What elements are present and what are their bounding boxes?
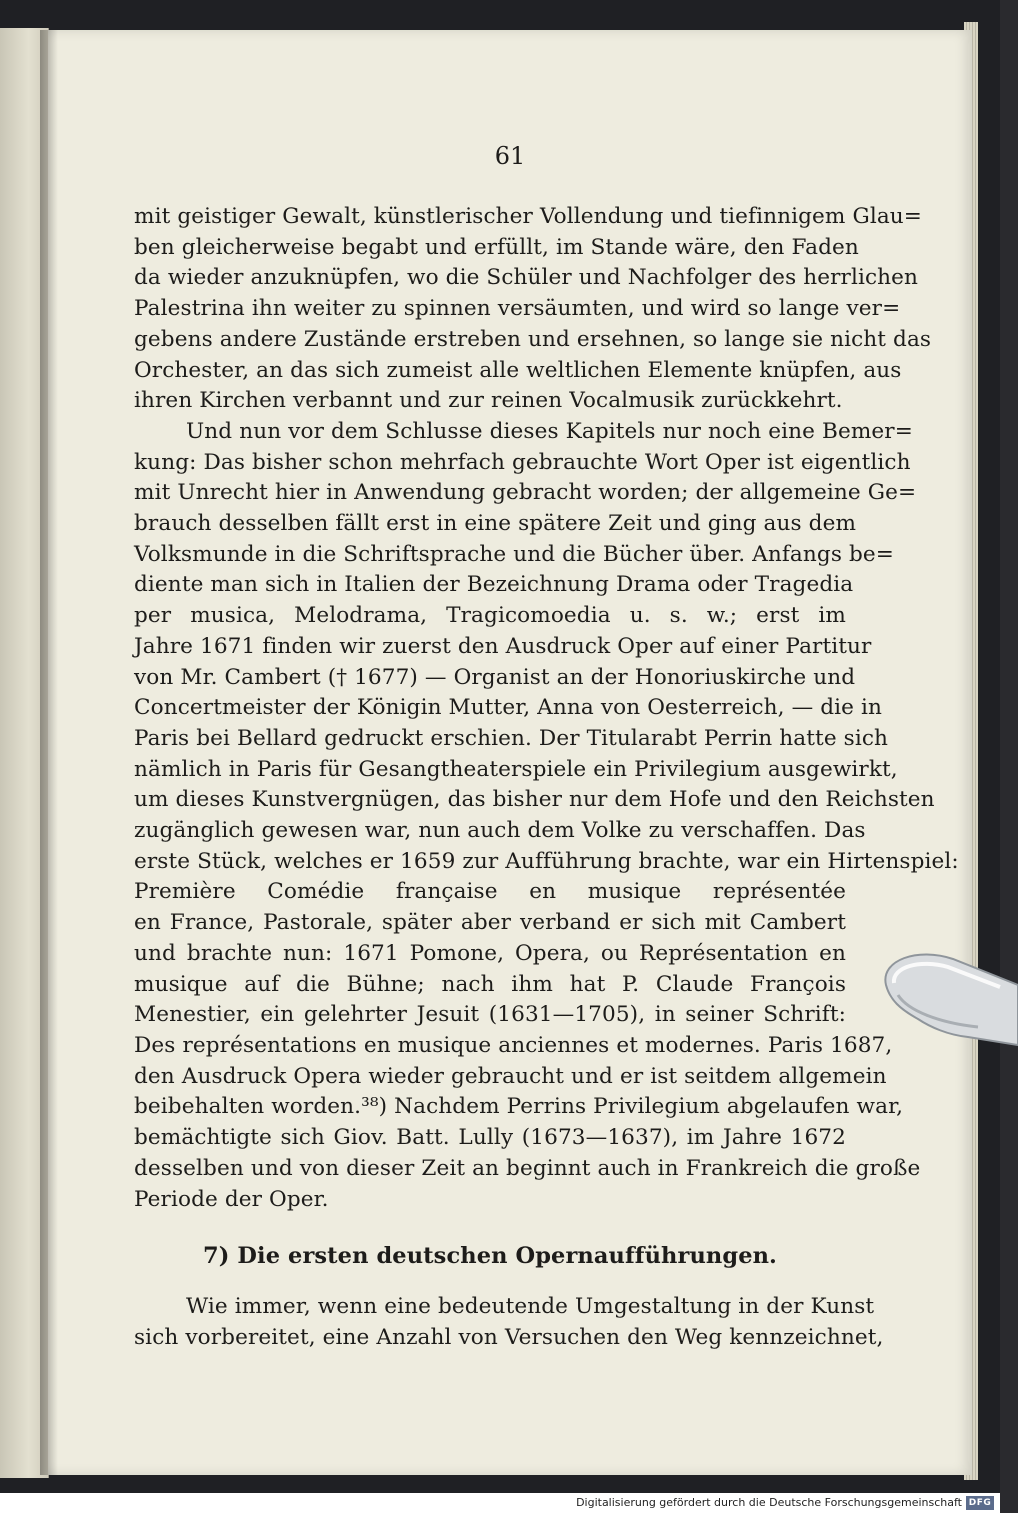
text-line: zugänglich gewesen war, nun auch dem Volke zu verschaffen. Das xyxy=(134,818,866,844)
text-line: mit Unrecht hier in Anwendung gebracht worden; der allgemeine Ge= xyxy=(134,480,917,506)
dfg-logo-icon: DFG xyxy=(966,1496,994,1510)
gutter-shadow xyxy=(40,30,58,1475)
text-line: Periode der Oper. xyxy=(134,1186,329,1212)
text-line: Palestrina ihn weiter zu spinnen versäumten, und wird so lange ver= xyxy=(134,296,901,322)
text-line: Concertmeister der Königin Mutter, Anna von Oesterreich, — die in xyxy=(134,695,883,721)
text-line: Jahre 1671 finden wir zuerst den Ausdruck Oper auf einer Partitur xyxy=(134,633,872,659)
text-line: Paris bei Bellard gedruckt erschien. Der Titularabt Perrin hatte sich xyxy=(134,725,889,751)
text-line: per musica, Melodrama, Tragicomoedia u. s. w.; erst im xyxy=(134,603,846,629)
text-line: erste Stück, welches er 1659 zur Aufführung brachte, war ein Hirtenspiel: xyxy=(134,848,959,874)
text-line: und brachte nun: 1671 Pomone, Opera, ou Représentation en xyxy=(134,940,846,966)
text-line: kung: Das bisher schon mehrfach gebrauchte Wort Oper ist eigentlich xyxy=(134,449,911,475)
text-line: da wieder anzuknüpfen, wo die Schüler und Nachfolger des herrlichen xyxy=(134,265,919,291)
text-line: ihren Kirchen verbannt und zur reinen Vocalmusik zurückkehrt. xyxy=(134,388,843,414)
text-line: Menestier, ein gelehrter Jesuit (1631—1705), in seiner Schrift: xyxy=(134,1002,846,1028)
text-line: Des représentations en musique anciennes et modernes. Paris 1687, xyxy=(134,1032,893,1058)
text-line: gebens andere Zustände erstreben und ersehnen, so lange sie nicht das xyxy=(134,326,932,352)
text-line: diente man sich in Italien der Bezeichnung Drama oder Tragedia xyxy=(134,572,854,598)
text-line: bemächtigte sich Giov. Batt. Lully (1673—1637), im Jahre 1672 xyxy=(134,1125,846,1151)
section-heading: 7) Die ersten deutschen Opernaufführungen. xyxy=(203,1243,777,1270)
text-line: nämlich in Paris für Gesangtheaterspiele ein Privilegium ausgewirkt, xyxy=(134,756,898,782)
metal-clip-icon xyxy=(878,945,1018,1055)
book-page xyxy=(48,30,972,1475)
footer-bar xyxy=(0,1493,1000,1513)
text-line: Volksmunde in die Schriftsprache und die Bücher über. Anfangs be= xyxy=(134,541,894,567)
text-line: Und nun vor dem Schlusse dieses Kapitels nur noch eine Bemer= xyxy=(186,418,913,444)
text-line: ben gleicherweise begabt und erfüllt, im Stande wäre, den Faden xyxy=(134,234,859,260)
text-line: um dieses Kunstvergnügen, das bisher nur dem Hofe und den Reichsten xyxy=(134,787,935,813)
body-text xyxy=(134,202,959,1353)
text-line: Orchester, an das sich zumeist alle weltlichen Elemente knüpfen, aus xyxy=(134,357,902,383)
text-line: en France, Pastorale, später aber verband er sich mit Cambert xyxy=(134,910,846,936)
text-line: brauch desselben fällt erst in eine spätere Zeit und ging aus dem xyxy=(134,511,857,537)
text-line: den Ausdruck Opera wieder gebraucht und er ist seitdem allgemein xyxy=(134,1063,887,1089)
footer-credit: Digitalisierung gefördert durch die Deutsche Forschungsgemeinschaft xyxy=(576,1496,962,1509)
page-number: 61 xyxy=(494,142,526,170)
text-line: beibehalten worden.³⁸) Nachdem Perrins Privilegium abgelaufen war, xyxy=(134,1094,904,1120)
text-line: musique auf die Bühne; nach ihm hat P. Claude François xyxy=(134,971,846,997)
text-line: Wie immer, wenn eine bedeutende Umgestaltung in der Kunst xyxy=(186,1293,875,1319)
text-line: von Mr. Cambert († 1677) — Organist an der Honoriuskirche und xyxy=(134,664,856,690)
text-line: desselben und von dieser Zeit an beginnt auch in Frankreich die große xyxy=(134,1155,921,1181)
text-line: sich vorbereitet, eine Anzahl von Versuchen den Weg kennzeichnet, xyxy=(134,1324,884,1350)
text-line: mit geistiger Gewalt, künstlerischer Vollendung und tiefinnigem Glau= xyxy=(134,204,922,229)
text-line: Première Comédie française en musique représentée xyxy=(134,879,846,905)
